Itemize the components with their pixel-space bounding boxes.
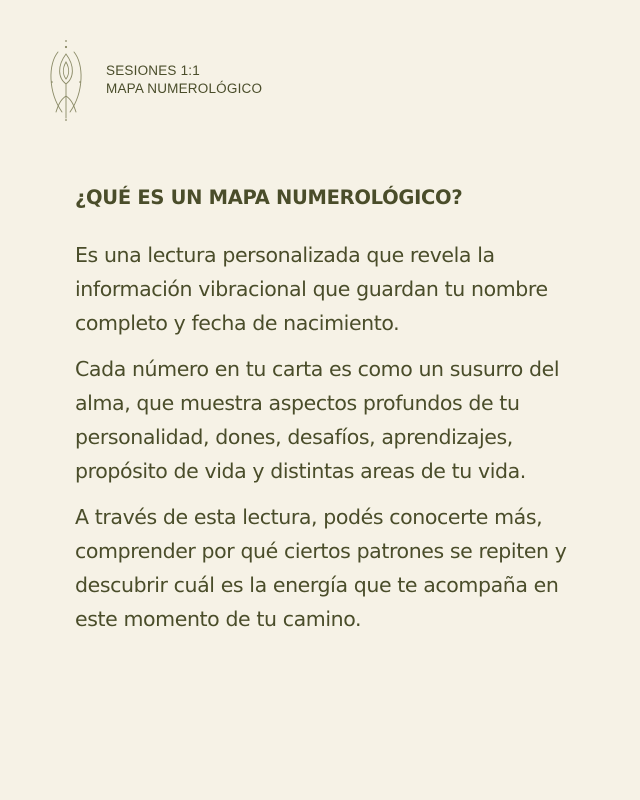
section-heading: ¿QUÉ ES UN MAPA NUMEROLÓGICO?: [75, 186, 463, 209]
paragraph-chart: Cada número en tu carta es como un susurro del alma, que muestra aspectos profundos de tu personalidad, dones, desafíos, aprendizajes, propósito de vida y distintas areas de tu vida.: [75, 357, 560, 483]
brand-line-sessions: SESIONES 1:1: [106, 63, 200, 78]
feather-flame-icon: [44, 38, 88, 122]
brand-label: [106, 62, 262, 98]
paragraph-benefits: A través de esta lectura, podés conocerte más, comprender por qué ciertos patrones se repiten y descubrir cuál es la energía que te acompaña en este momento de tu camino.: [75, 505, 567, 631]
body-text: [75, 238, 575, 648]
brand-line-map: MAPA NUMEROLÓGICO: [106, 81, 263, 96]
paragraph-intro: Es una lectura personalizada que revela la información vibracional que guardan tu nombre completo y fecha de nacimiento.: [75, 243, 548, 335]
